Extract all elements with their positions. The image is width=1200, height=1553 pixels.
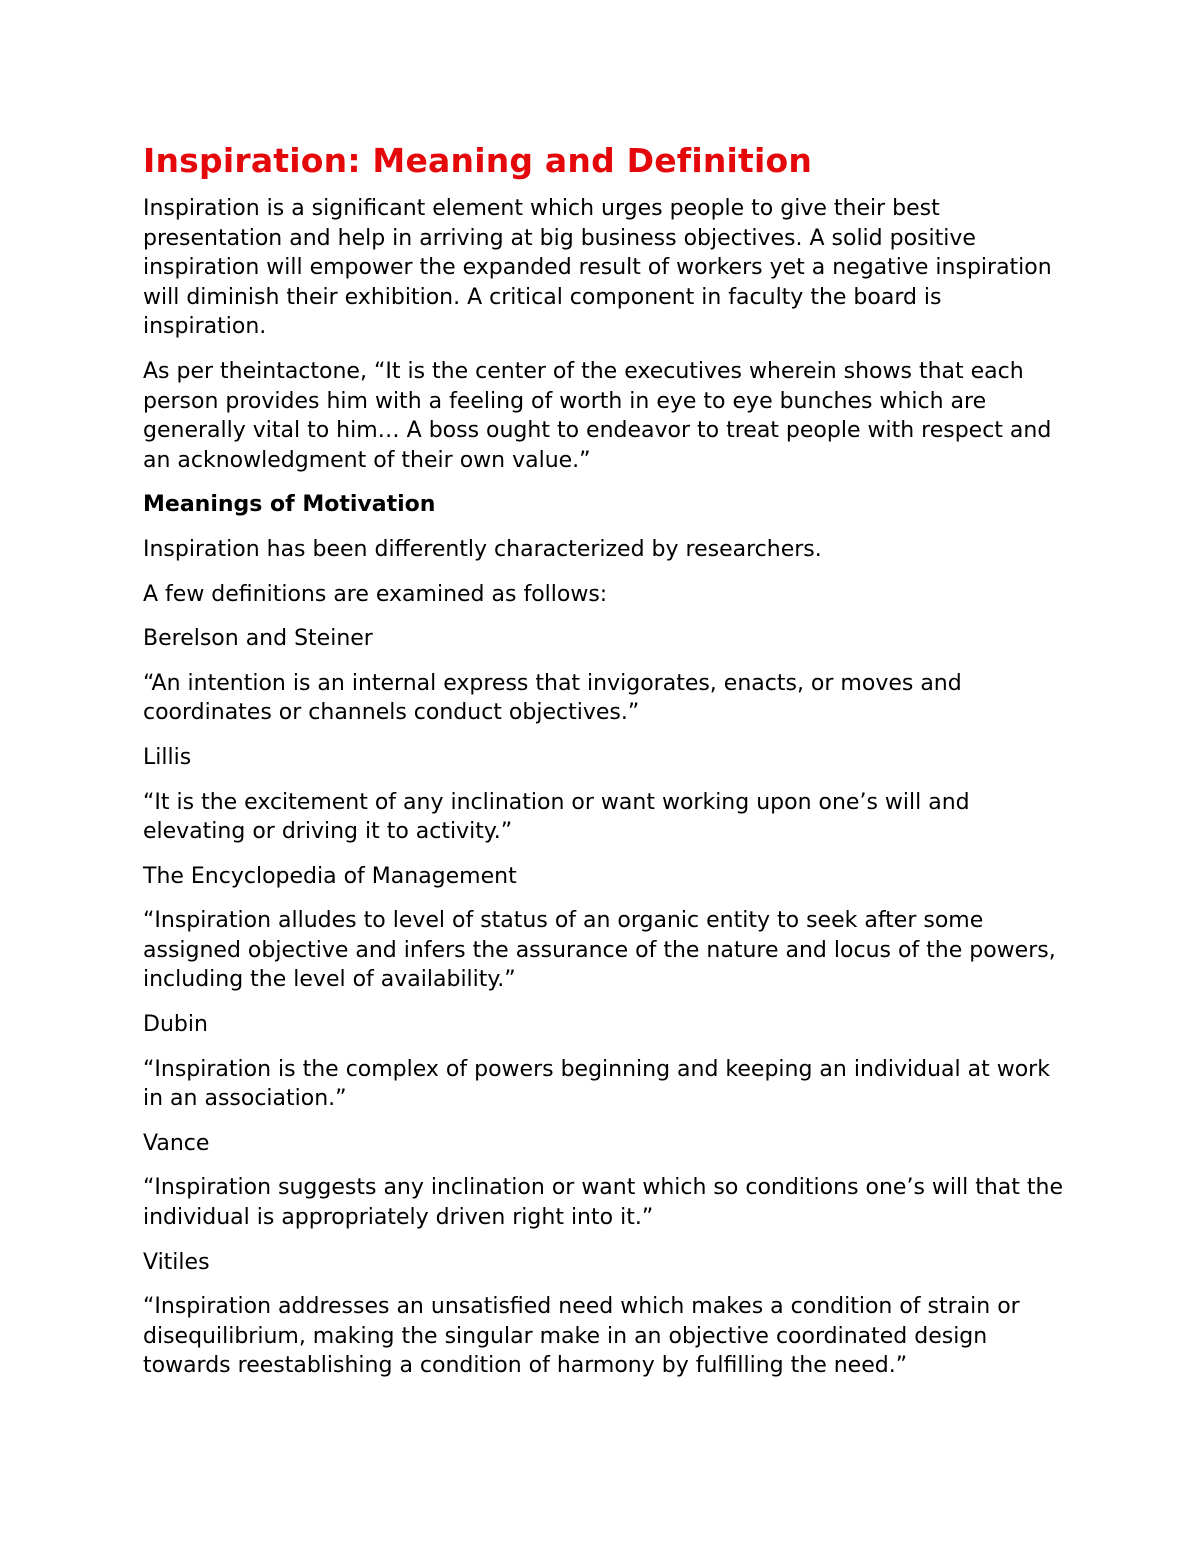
definition-quote: “Inspiration suggests any inclination or want which so conditions one’s will that the individual is appropriately driven right into it.” (143, 1175, 1064, 1231)
definition-quote: “Inspiration is the complex of powers beginning and keeping an individual at work in an association.” (143, 1056, 1050, 1112)
definition-author: Vance (143, 1130, 210, 1156)
document-title: Inspiration: Meaning and Definition (143, 141, 813, 180)
definition-author: Dubin (143, 1012, 208, 1038)
definition-quote: “An intention is an internal express that invigorates, enacts, or moves and coordinates or channels conduct objectives.” (143, 670, 962, 726)
intro-paragraph: As per theintactone, “It is the center of the executives wherein shows that each person provides him with a feeling of worth in eye to eye bunches which are generally vital to him… A boss ought to endeavor to treat people with respect and an acknowledgment of their own value.” (143, 358, 1052, 473)
section-intro-paragraph: Inspiration has been differently characterized by researchers. (143, 536, 822, 562)
intro-paragraph: Inspiration is a significant element which urges people to give their best presentation and help in arriving at big business objectives. A solid positive inspiration will empower the expanded result of workers yet a negative inspiration will diminish their exhibition. A critical component in faculty the board is inspiration. (143, 196, 1052, 340)
definition-quote: “It is the excitement of any inclination or want working upon one’s will and elevating or driving it to activity.” (143, 789, 970, 845)
definition-author: The Encyclopedia of Management (143, 863, 517, 889)
definition-author: Vitiles (143, 1249, 210, 1275)
definition-quote: “Inspiration addresses an unsatisfied need which makes a condition of strain or disequilibrium, making the singular make in an objective coordinated design towards reestablishing a condition of harmony by fulfilling the need.” (143, 1294, 1020, 1379)
document-page (143, 140, 1063, 1396)
definition-quote: “Inspiration alludes to level of status of an organic entity to seek after some assigned objective and infers the assurance of the nature and locus of the powers, including the level of availability.” (143, 908, 1056, 993)
definition-author: Lillis (143, 744, 192, 770)
section-heading: Meanings of Motivation (143, 492, 436, 518)
section-intro-paragraph: A few definitions are examined as follows: (143, 581, 608, 607)
definition-author: Berelson and Steiner (143, 626, 373, 652)
